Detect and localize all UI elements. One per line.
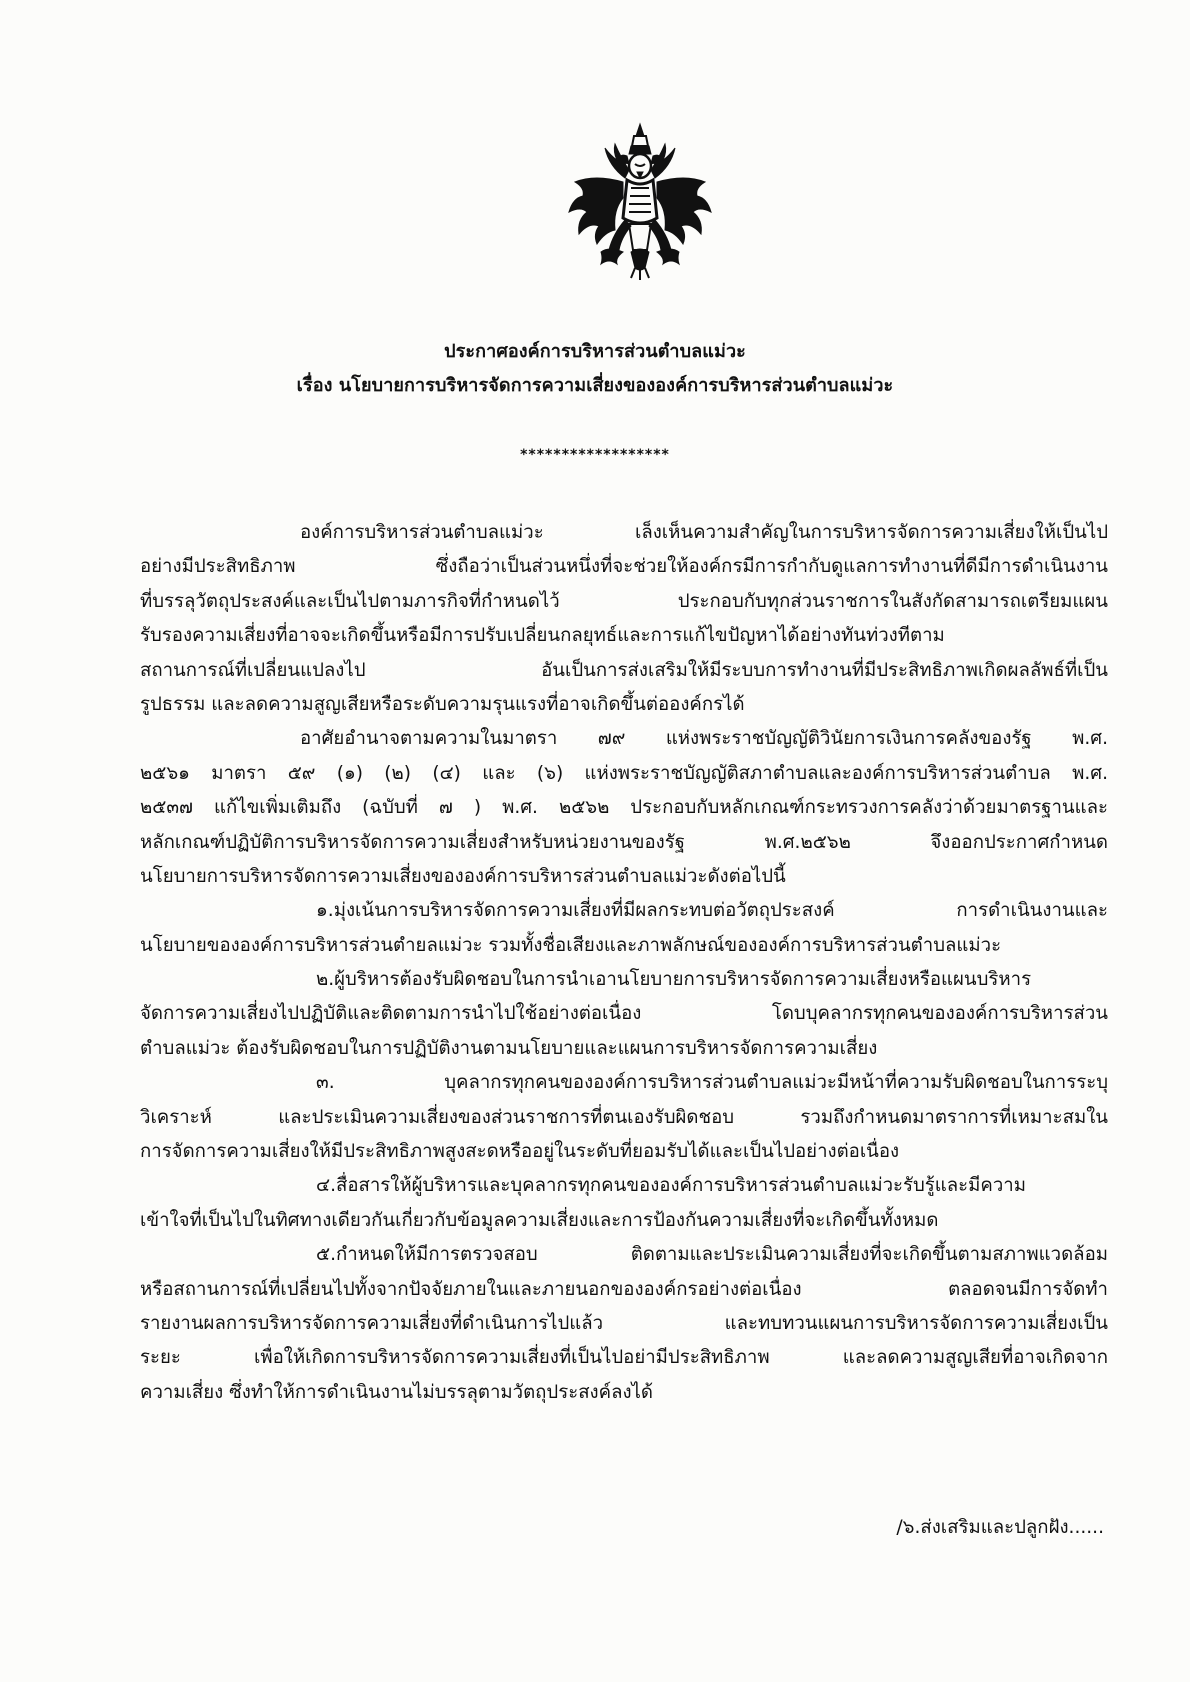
body-line: อาศัยอำนาจตามความในมาตรา ๗๙ แห่งพระราชบัญญัติวินัยการเงินการคลังของรัฐ พ.ศ. [300,728,1108,750]
body-line: วิเคราะห์ และประเมินความเสี่ยงของส่วนราชการที่ตนเองรับผิดชอบ รวมถึงกำหนดมาตราการที่เหมาะสมใน [140,1106,1108,1128]
body-line: ๕.กำหนดให้มีการตรวจสอบ ติดตามและประเมินความเสี่ยงที่จะเกิดขึ้นตามสภาพแวดล้อม [316,1244,1108,1266]
body-line: หรือสถานการณ์ที่เปลี่ยนไปทั้งจากปัจจัยภายในและภายนอกขององค์กรอย่างต่อเนื่อง ตลอดจนมีการจัดทำ [140,1278,1108,1300]
body-line: ตำบลแม่วะ ต้องรับผิดชอบในการปฏิบัติงานตามนโยบายและแผนการบริหารจัดการความเสี่ยง [140,1037,878,1059]
body-line: รับรองความเสี่ยงที่อาจจะเกิดขึ้นหรือมีการปรับเปลี่ยนกลยุทธ์และการแก้ไขปัญหาได้อย่างทันท่วงทีตาม [140,625,945,647]
body-line: รายงานผลการบริหารจัดการความเสี่ยงที่ดำเนินการไปแล้ว และทบทวนแผนการบริหารจัดการความเสี่ยงเป็น [140,1312,1108,1334]
body-line: ๑.มุ่งเน้นการบริหารจัดการความเสี่ยงที่มีผลกระทบต่อวัตถุประสงค์ การดำเนินงานและ [316,900,1108,922]
document-body [140,516,1108,1410]
body-line: จัดการความเสี่ยงไปปฏิบัติและติดตามการนำไปใช้อย่างต่อเนื่อง โดบบุคลากรทุกคนขององค์การบริหารส่วน [140,1003,1108,1025]
body-line: ๒๕๓๗ แก้ไขเพิ่มเติมถึง (ฉบับที่ ๗ ) พ.ศ. ๒๕๖๒ ประกอบกับหลักเกณฑ์กระทรวงการคลังว่าด้วยมาตรฐานและ [140,797,1108,819]
body-line: ความเสี่ยง ซึ่งทำให้การดำเนินงานไม่บรรลุตามวัตถุประสงค์ลงได้ [140,1381,653,1403]
body-line: ๒๕๖๑ มาตรา ๕๙ (๑) (๒) (๔) และ (๖) แห่งพระราชบัญญัติสภาตำบลและองค์การบริหารส่วนตำบล พ.ศ. [140,762,1108,784]
body-line: ๔.สื่อสารให้ผู้บริหารและบุคลากรทุกคนขององค์การบริหารส่วนตำบลแม่วะรับรู้และมีความ [316,1175,1026,1197]
body-line: องค์การบริหารส่วนตำบลแม่วะ เล็งเห็นความสำคัญในการบริหารจัดการความเสี่ยงให้เป็นไป [300,522,1108,543]
body-line: อย่างมีประสิทธิภาพ ซึ่งถือว่าเป็นส่วนหนึ่งที่จะช่วยให้องค์กรมีการกำกับดูแลการทำงานที่ดีมีการดำเนินงาน [140,556,1108,578]
body-line: รูปธรรม และลดความสูญเสียหรือระดับความรุนแรงที่อาจเกิดขึ้นต่อองค์กรได้ [140,693,745,715]
body-line: เข้าใจที่เป็นไปในทิศทางเดียวกันเกี่ยวกับข้อมูลความเสี่ยงและการป้องกันความเสี่ยงที่จะเกิดขึ้นทั้งหมด [140,1209,939,1231]
body-line: การจัดการความเสี่ยงให้มีประสิทธิภาพสูงสะดหรืออยู่ในระดับที่ยอมรับได้และเป็นไปอย่างต่อเนื่อง [140,1141,900,1163]
garuda-emblem-icon [565,122,715,282]
body-line: ๒.ผู้บริหารต้องรับผิดชอบในการนำเอานโยบายการบริหารจัดการความเสี่ยงหรือแผนบริหาร [316,969,1032,991]
body-line: ๓. บุคลากรทุกคนขององค์การบริหารส่วนตำบลแม่วะมีหน้าที่ความรับผิดชอบในการระบุ [316,1072,1108,1094]
body-line: นโยบายขององค์การบริหารส่วนตำยลแม่วะ รวมทั้งชื่อเสียงและภาพลักษณ์ขององค์การบริหารส่วนตำบลแม่วะ [140,934,1002,956]
body-line: หลักเกณฑ์ปฏิบัติการบริหารจัดการความเสี่ยงสำหรับหน่วยงานของรัฐ พ.ศ.๒๕๖๒ จึงออกประกาศกำหนด [140,831,1108,853]
body-line: ระยะ เพื่อให้เกิดการบริหารจัดการความเสี่ยงที่เป็นไปอย่ามีประสิทธิภาพ และลดความสูญเสียที่อาจเกิดจาก [140,1347,1108,1369]
announcement-subject: เรื่อง นโยบายการบริหารจัดการความเสี่ยงขององค์การบริหารส่วนตำบลแม่วะ [296,375,894,396]
body-line: นโยบายการบริหารจัดการความเสี่ยงขององค์การบริหารส่วนตำบลแม่วะดังต่อไปนี้ [140,865,786,887]
continuation-marker: /๖.ส่งเสริมและปลูกฝัง...... [896,1517,1104,1538]
body-line: สถานการณ์ที่เปลี่ยนแปลงไป อันเป็นการส่งเสริมให้มีระบบการทำงานที่มีประสิทธิภาพเกิดผลลัพธ์ที่เป็น [140,659,1108,681]
body-line: ที่บรรลุวัตถุประสงค์และเป็นไปตามภารกิจที่กำหนดไว้ ประกอบกับทุกส่วนราชการในสังกัดสามารถเตรียมแผน [140,590,1108,612]
separator-asterisks: ****************** [520,447,670,463]
announcement-title: ประกาศองค์การบริหารส่วนตำบลแม่วะ [444,341,746,362]
